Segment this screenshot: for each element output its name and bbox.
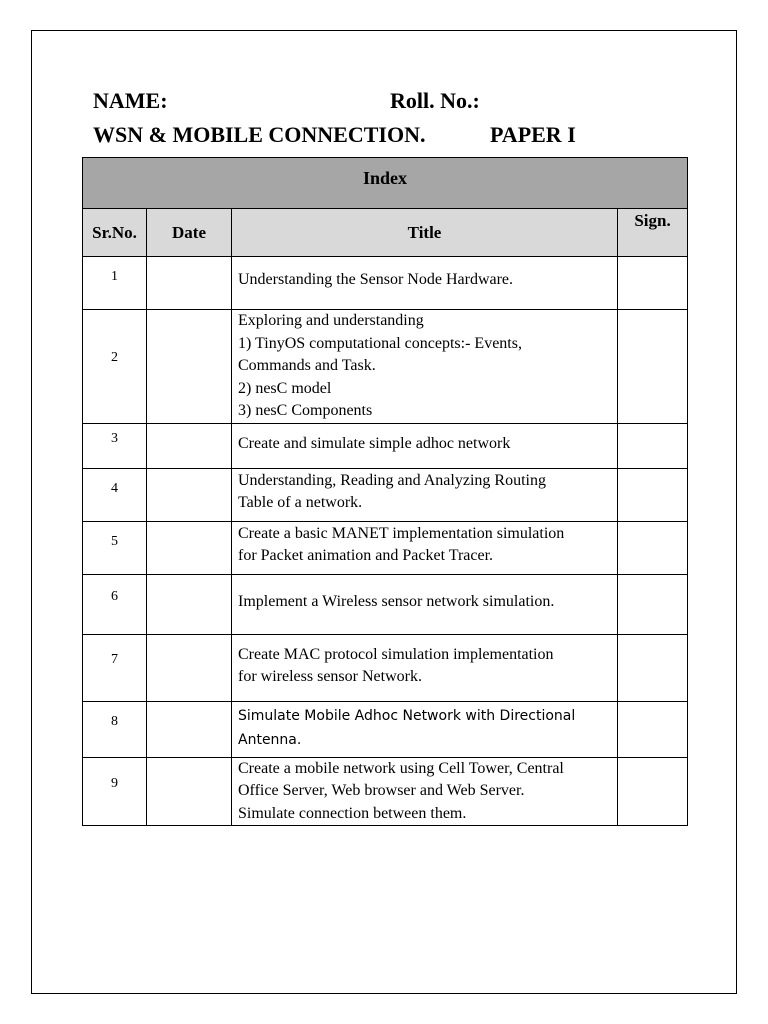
title-line: Create a mobile network using Cell Tower, Central [238,759,564,777]
paper-label: PAPER I [490,122,576,147]
sr-no-cell: 1 [83,257,147,310]
date-cell [147,701,232,757]
table-row [83,257,688,310]
sr-no-cell: 5 [83,521,147,574]
title-line: Exploring and understanding [238,312,424,329]
date-cell [147,468,232,521]
sr-no-cell: 4 [83,468,147,521]
date-cell [147,634,232,701]
index-table [82,157,688,826]
table-row [83,423,688,468]
title-line: Simulate connection between them. [238,804,467,822]
subject-title: WSN & MOBILE CONNECTION. [93,122,426,147]
column-header-date: Date [147,209,232,257]
table-row [83,521,688,574]
title-cell [232,634,618,701]
title-line: Table of a network. [238,494,363,511]
date-cell [147,757,232,826]
table-row [83,468,688,521]
title-cell [232,757,618,826]
roll-number-label: Roll. No.: [390,88,480,113]
title-line: 3) nesC Components [238,402,373,419]
title-line: Implement a Wireless sensor network simulation. [238,592,555,610]
table-row [83,701,688,757]
title-line: Office Server, Web browser and Web Server. [238,782,525,799]
table-row [83,757,688,826]
sr-no-cell: 9 [83,757,147,826]
sign-cell [618,310,688,424]
sr-no-cell: 7 [83,634,147,701]
column-header-sign: Sign. [618,209,688,257]
title-line: Create a basic MANET implementation simulation [238,524,565,542]
date-cell [147,521,232,574]
date-cell [147,423,232,468]
table-row [83,574,688,634]
title-cell [232,701,618,757]
title-cell [232,574,618,634]
sign-cell [618,634,688,701]
title-cell [232,521,618,574]
date-cell [147,257,232,310]
title-line: 1) TinyOS computational concepts:- Events, [238,334,522,352]
column-header-sr-no: Sr.No. [83,209,147,257]
title-line: Understanding the Sensor Node Hardware. [238,271,514,288]
sr-no-cell: 6 [83,574,147,634]
date-cell [147,574,232,634]
name-label: NAME: [93,88,168,113]
sign-cell [618,701,688,757]
title-cell [232,310,618,424]
sign-cell [618,521,688,574]
title-cell [232,257,618,310]
title-line: Antenna. [238,731,302,748]
sign-cell [618,468,688,521]
sign-cell [618,574,688,634]
table-row [83,634,688,701]
title-line: for Packet animation and Packet Tracer. [238,547,494,564]
sign-cell [618,757,688,826]
title-cell [232,468,618,521]
title-line: 2) nesC model [238,379,332,397]
title-line: Understanding, Reading and Analyzing Routing [238,471,546,489]
sr-no-cell: 8 [83,701,147,757]
sign-cell [618,257,688,310]
column-header-row [83,209,688,257]
title-line: Create and simulate simple adhoc network [238,434,511,452]
title-line: for wireless sensor Network. [238,668,422,685]
sr-no-cell: 2 [83,310,147,424]
index-caption: Index [83,158,688,209]
table-row [83,310,688,424]
date-cell [147,310,232,424]
sr-no-cell: 3 [83,423,147,468]
title-cell [232,423,618,468]
sign-cell [618,423,688,468]
index-caption-row [83,158,688,209]
title-line: Simulate Mobile Adhoc Network with Directional [238,707,576,724]
title-line: Create MAC protocol simulation implementation [238,645,554,663]
title-line: Commands and Task. [238,357,376,374]
column-header-title: Title [232,209,618,257]
